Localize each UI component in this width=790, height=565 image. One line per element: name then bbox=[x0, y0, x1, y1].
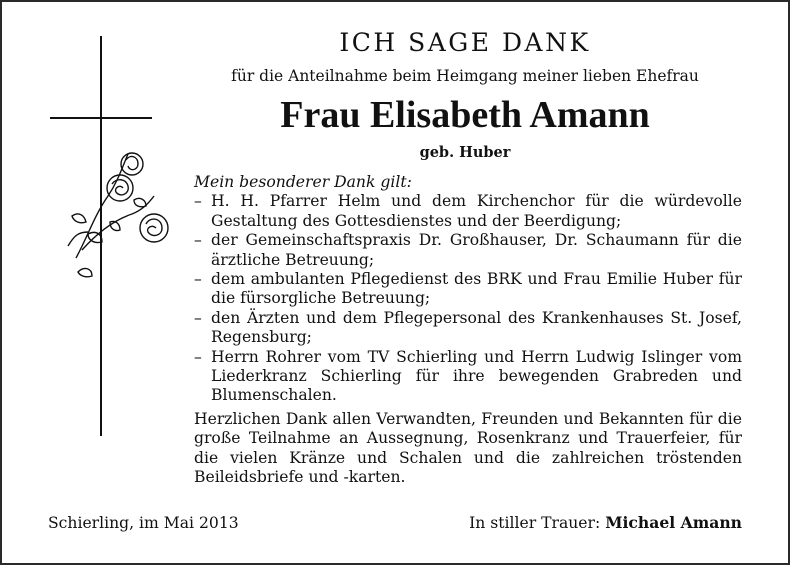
list-item: – H. H. Pfarrer Helm und dem Kirchenchor für die würdevolle Gestaltung des Gottesdienstes und der Beerdigung; bbox=[194, 192, 742, 230]
list-item: – dem ambulanten Pflegedienst des BRK und Frau Emilie Huber für die fürsorgliche Betreuung; bbox=[194, 270, 742, 308]
list-item-text: den Ärzten und dem Pflegepersonal des Krankenhauses St. Josef, Regensburg; bbox=[211, 308, 742, 347]
list-item: – Herrn Rohrer vom TV Schierling und Herrn Ludwig Islinger vom Liederkranz Schierling für ihre bewegenden Grabreden und Blumenschalen. bbox=[194, 347, 742, 405]
closing-paragraph: Herzlichen Dank allen Verwandten, Freunden und Bekannten für die große Teilnahme an Aussegnung, Rosenkranz und Trauerfeier, für die vielen Kränze und Schalen und die zahlreichen tröstenden Beileidsbriefe und -karten. bbox=[194, 409, 742, 487]
list-item-text: der Gemeinschaftspraxis Dr. Großhauser, Dr. Schaumann für die ärztliche Betreuung; bbox=[211, 231, 742, 269]
mourners-prefix: In stiller Trauer: bbox=[469, 514, 601, 532]
mourners bbox=[469, 513, 742, 533]
notice-body bbox=[194, 173, 742, 488]
headline: ICH SAGE DANK bbox=[339, 28, 591, 57]
thanks-heading: Mein besonderer Dank gilt: bbox=[194, 173, 412, 191]
intro-line: für die Anteilnahme beim Heimgang meiner lieben Ehefrau bbox=[231, 67, 699, 85]
place-date: Schierling, im Mai 2013 bbox=[48, 514, 239, 532]
maiden-name: geb. Huber bbox=[419, 144, 511, 161]
list-item: – der Gemeinschaftspraxis Dr. Großhauser, Dr. Schaumann für die ärztliche Betreuung; bbox=[194, 231, 742, 269]
list-item: – den Ärzten und dem Pflegepersonal des Krankenhauses St. Josef, Regensburg; bbox=[194, 308, 742, 347]
cross-with-roses-icon bbox=[48, 36, 198, 436]
mourner-name: Michael Amann bbox=[605, 513, 742, 532]
thanks-list bbox=[194, 192, 742, 405]
list-item-text: dem ambulanten Pflegedienst des BRK und Frau Emilie Huber für die fürsorgliche Betreuung; bbox=[211, 270, 742, 308]
deceased-name: Frau Elisabeth Amann bbox=[280, 94, 650, 136]
list-item-text: Herrn Rohrer vom TV Schierling und Herrn Ludwig Islinger vom Liederkranz Schierling für ihre bewegenden Grabreden und Blumenschalen. bbox=[211, 347, 742, 405]
list-item-text: H. H. Pfarrer Helm und dem Kirchenchor für die würdevolle Gestaltung des Gottesdienstes und der Beerdigung; bbox=[211, 192, 742, 230]
rose-icon bbox=[68, 153, 168, 277]
